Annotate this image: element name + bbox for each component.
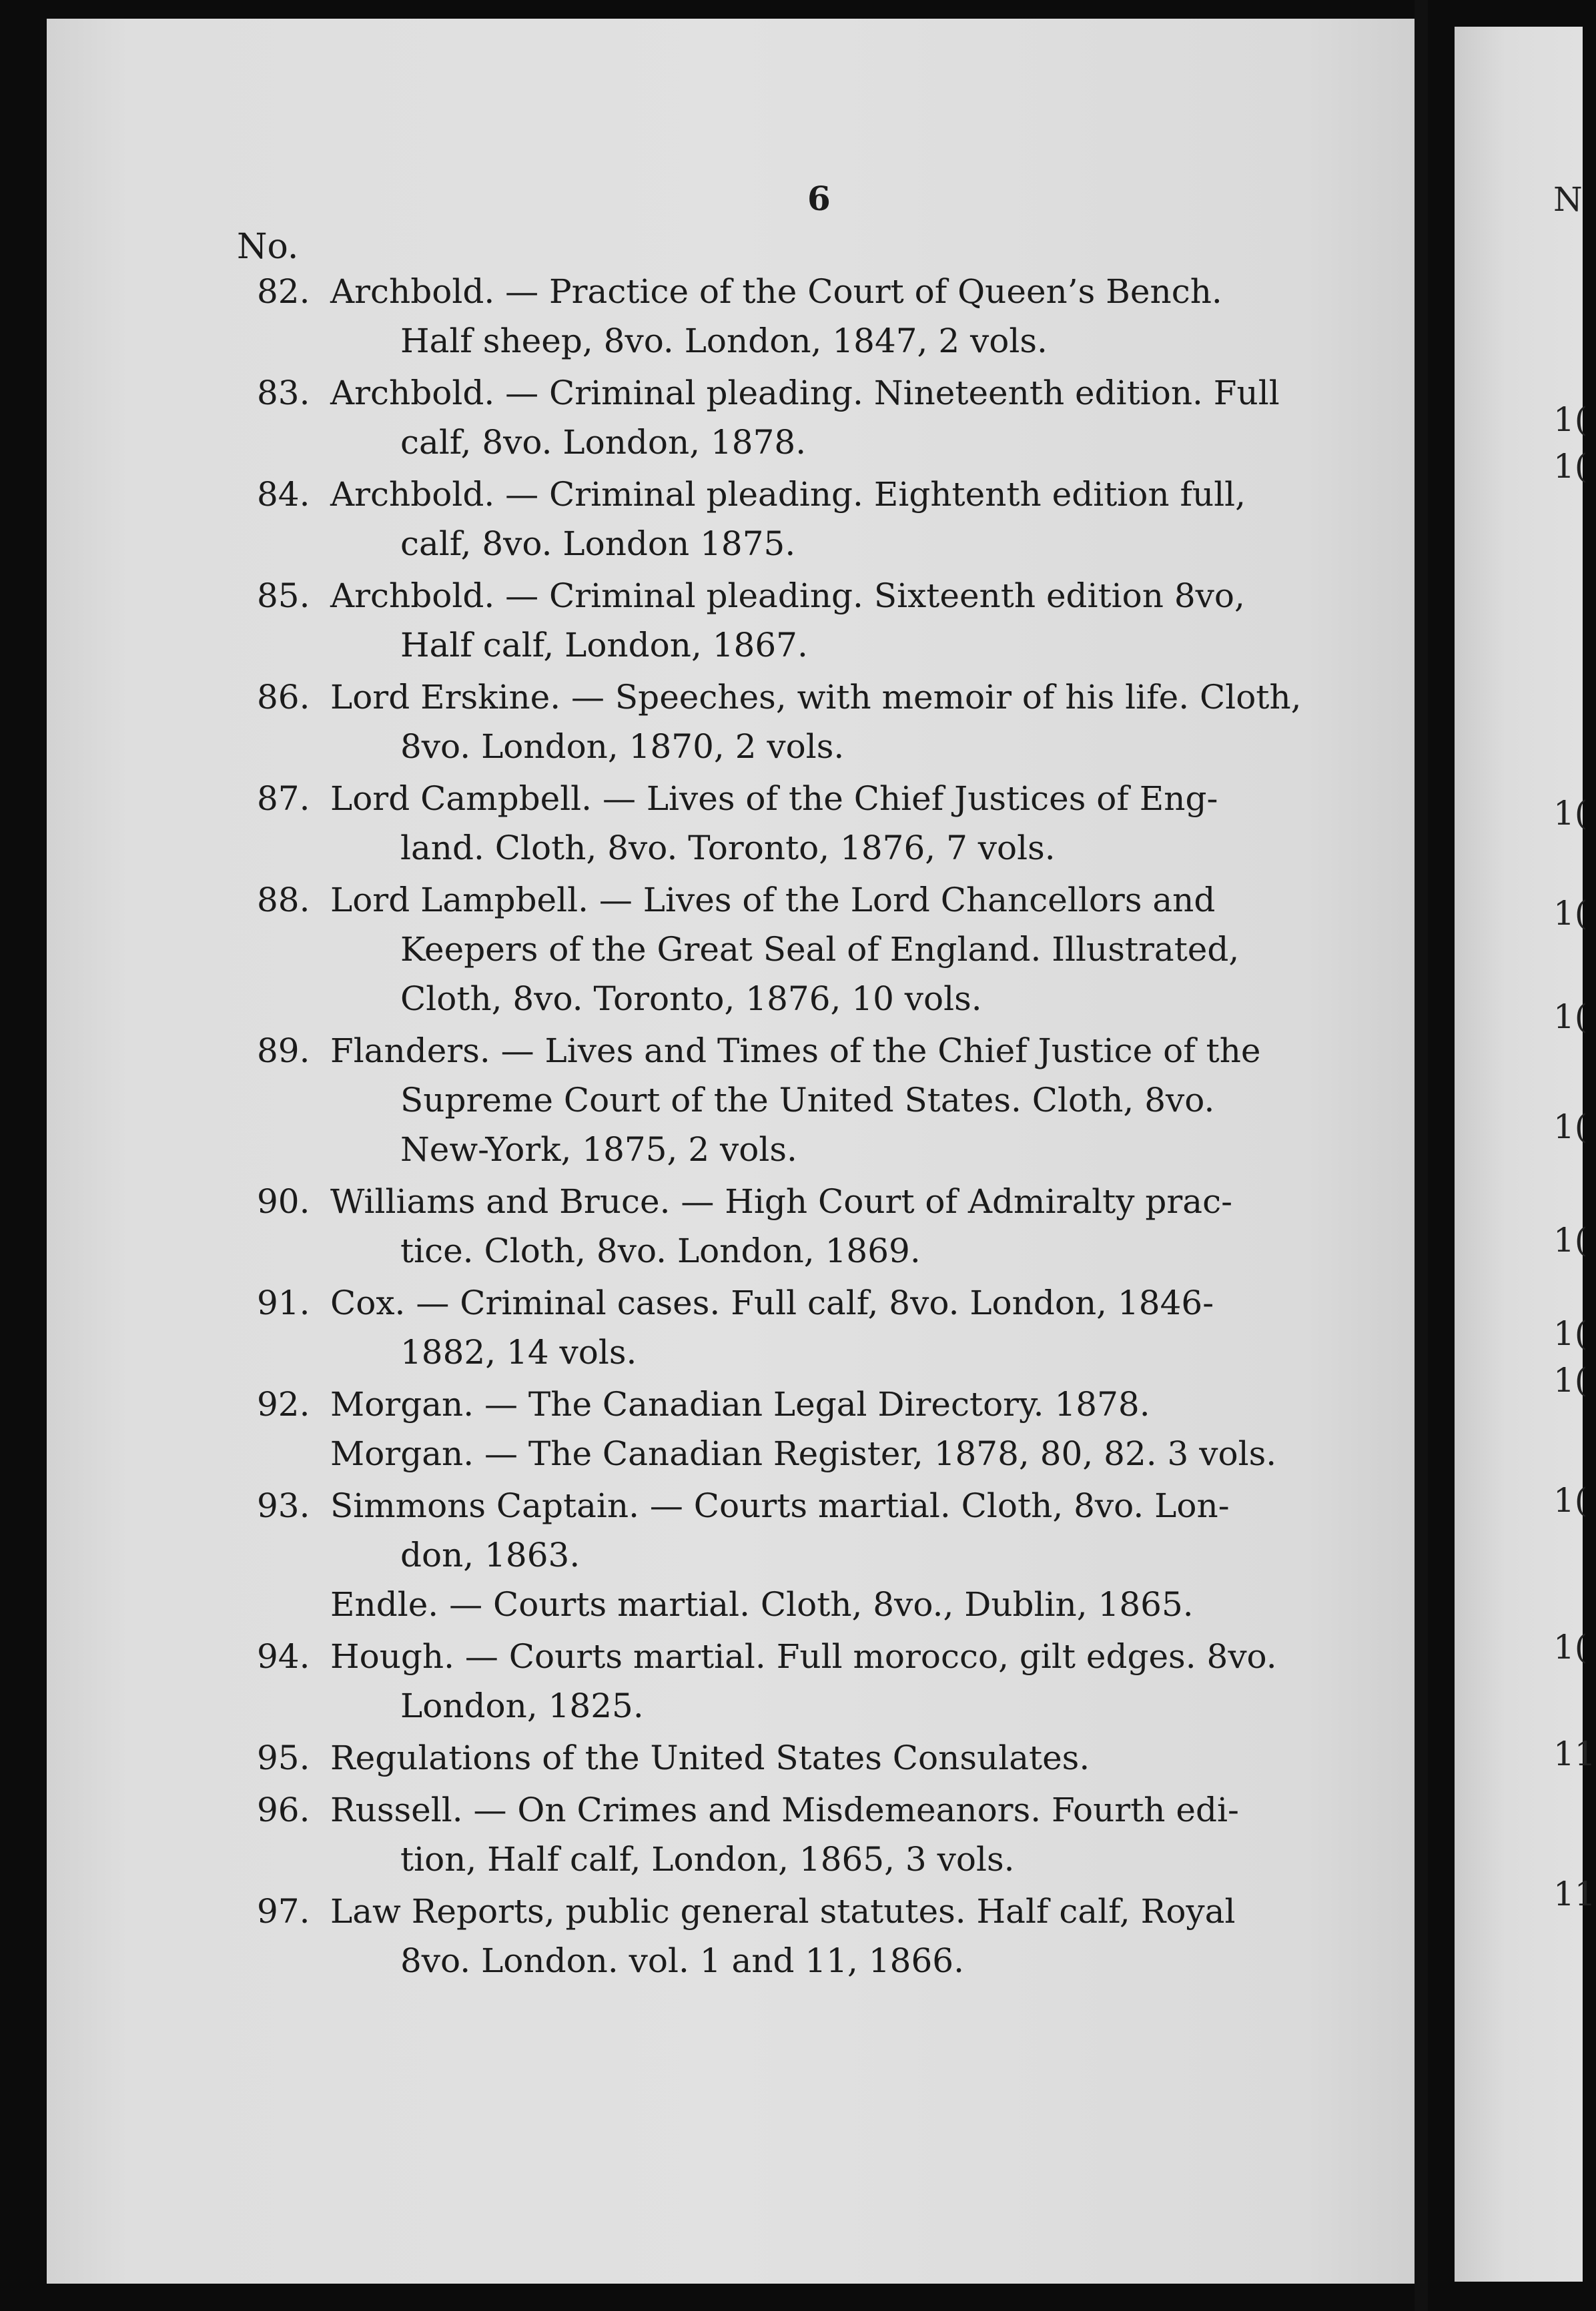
- entry-continuation-line: London, 1825.: [400, 1687, 644, 1725]
- entry-number: 91.: [257, 1284, 310, 1322]
- entry-title-line: Archbold. — Criminal pleading. Eightenth edition full,: [330, 475, 1246, 514]
- entry-number: 82.: [257, 272, 310, 311]
- entry-continuation-line: don, 1863.: [400, 1536, 580, 1574]
- adjacent-page-fragment: 1(: [1553, 1361, 1588, 1400]
- catalogue-entry: [47, 1785, 1415, 1884]
- catalogue-entry: [47, 571, 1415, 670]
- entry-continuation-line: land. Cloth, 8vo. Toronto, 1876, 7 vols.: [400, 829, 1056, 867]
- entry-number: 90.: [257, 1182, 310, 1221]
- entry-title-line: Russell. — On Crimes and Misdemeanors. Fourth edi-: [330, 1791, 1239, 1829]
- catalogue-entry: [47, 1026, 1415, 1174]
- entry-continuation-line: tice. Cloth, 8vo. London, 1869.: [400, 1232, 921, 1270]
- page-number: 6: [807, 179, 831, 218]
- adjacent-page-fragment: 1(: [1553, 794, 1588, 833]
- catalogue-entry: [47, 1380, 1415, 1478]
- adjacent-page-fragment: 11: [1553, 1735, 1596, 1773]
- catalogue-entry: [47, 1632, 1415, 1731]
- adjacent-page-fragment: 1(: [1553, 1221, 1588, 1260]
- catalogue-entry: [47, 368, 1415, 467]
- page-gutter: [1415, 0, 1428, 2311]
- adjacent-page-edge: [1455, 27, 1596, 2282]
- adjacent-page-fragment: 1(: [1553, 447, 1588, 486]
- catalogue-entry: [47, 470, 1415, 568]
- entry-title-line: Hough. — Courts martial. Full morocco, gilt edges. 8vo.: [330, 1637, 1277, 1676]
- entry-continuation-line: 8vo. London. vol. 1 and 11, 1866.: [400, 1941, 964, 1980]
- entry-number: 87.: [257, 779, 310, 818]
- catalogue-entry: [47, 875, 1415, 1023]
- entry-sub-item: Morgan. — The Canadian Register, 1878, 80, 82. 3 vols.: [330, 1434, 1277, 1473]
- entry-continuation-line: Cloth, 8vo. Toronto, 1876, 10 vols.: [400, 979, 982, 1018]
- adjacent-page-fragment: 11: [1553, 1875, 1596, 1913]
- entry-title-line: Lord Campbell. — Lives of the Chief Justices of Eng-: [330, 779, 1218, 818]
- entry-number: 95.: [257, 1739, 310, 1777]
- entry-continuation-line: Keepers of the Great Seal of England. Illustrated,: [400, 930, 1240, 969]
- entry-title-line: Lord Lampbell. — Lives of the Lord Chancellors and: [330, 881, 1216, 919]
- entry-number: 83.: [257, 374, 310, 412]
- entry-title-line: Archbold. — Practice of the Court of Queen’s Bench.: [330, 272, 1222, 311]
- catalogue-entry: [47, 267, 1415, 366]
- adjacent-page-fragment: N: [1553, 180, 1583, 219]
- catalogue-entry: [47, 1887, 1415, 1985]
- adjacent-page-fragment: 1(: [1553, 1107, 1588, 1146]
- entry-number: 89.: [257, 1031, 310, 1070]
- entry-continuation-line: New-York, 1875, 2 vols.: [400, 1130, 797, 1169]
- entry-title-line: Simmons Captain. — Courts martial. Cloth, 8vo. Lon-: [330, 1486, 1230, 1525]
- entry-title-line: Cox. — Criminal cases. Full calf, 8vo. London, 1846-: [330, 1284, 1214, 1322]
- entry-continuation-line: calf, 8vo. London, 1878.: [400, 423, 807, 462]
- entry-number: 96.: [257, 1791, 310, 1829]
- entry-continuation-line: calf, 8vo. London 1875.: [400, 524, 796, 563]
- adjacent-page-fragment: 1(: [1553, 1481, 1588, 1520]
- left-page: [47, 19, 1415, 2284]
- entry-continuation-line: 8vo. London, 1870, 2 vols.: [400, 727, 845, 766]
- catalogue-entry: [47, 1177, 1415, 1276]
- catalogue-entry: [47, 1733, 1415, 1783]
- entry-title-line: Williams and Bruce. — High Court of Admiralty prac-: [330, 1182, 1233, 1221]
- catalogue-entry: [47, 1278, 1415, 1377]
- entry-sub-item: Endle. — Courts martial. Cloth, 8vo., Dublin, 1865.: [330, 1585, 1194, 1624]
- catalogue-entries: [47, 267, 1415, 1988]
- entry-title-line: Regulations of the United States Consulates.: [330, 1739, 1090, 1777]
- entry-number: 92.: [257, 1385, 310, 1424]
- entry-title-line: Archbold. — Criminal pleading. Sixteenth edition 8vo,: [330, 576, 1245, 615]
- entry-title-line: Lord Erskine. — Speeches, with memoir of his life. Cloth,: [330, 678, 1302, 717]
- entry-title-line: Flanders. — Lives and Times of the Chief Justice of the: [330, 1031, 1261, 1070]
- adjacent-page-fragment: 1(: [1553, 1314, 1588, 1353]
- entry-number: 88.: [257, 881, 310, 919]
- entry-number: 85.: [257, 576, 310, 615]
- entry-number: 86.: [257, 678, 310, 717]
- entry-number: 93.: [257, 1486, 310, 1525]
- adjacent-page-fragment: 1(: [1553, 997, 1588, 1036]
- entry-continuation-line: Half sheep, 8vo. London, 1847, 2 vols.: [400, 322, 1048, 360]
- entry-continuation-line: tion, Half calf, London, 1865, 3 vols.: [400, 1840, 1015, 1879]
- entry-title-line: Law Reports, public general statutes. Half calf, Royal: [330, 1892, 1236, 1931]
- column-label: No.: [237, 227, 299, 267]
- entry-number: 94.: [257, 1637, 310, 1676]
- entry-continuation-line: 1882, 14 vols.: [400, 1333, 637, 1372]
- entry-number: 97.: [257, 1892, 310, 1931]
- catalogue-entry: [47, 672, 1415, 771]
- catalogue-entry: [47, 1481, 1415, 1629]
- entry-continuation-line: Half calf, London, 1867.: [400, 626, 808, 664]
- catalogue-entry: [47, 774, 1415, 873]
- adjacent-page-fragment: 1(: [1553, 1628, 1588, 1667]
- entry-title-line: Morgan. — The Canadian Legal Directory. 1878.: [330, 1385, 1150, 1424]
- adjacent-page-fragment: 1(: [1553, 894, 1588, 933]
- adjacent-page-fragment: 1(: [1553, 400, 1588, 439]
- entry-number: 84.: [257, 475, 310, 514]
- entry-continuation-line: Supreme Court of the United States. Cloth, 8vo.: [400, 1081, 1215, 1119]
- entry-title-line: Archbold. — Criminal pleading. Nineteenth edition. Full: [330, 374, 1280, 412]
